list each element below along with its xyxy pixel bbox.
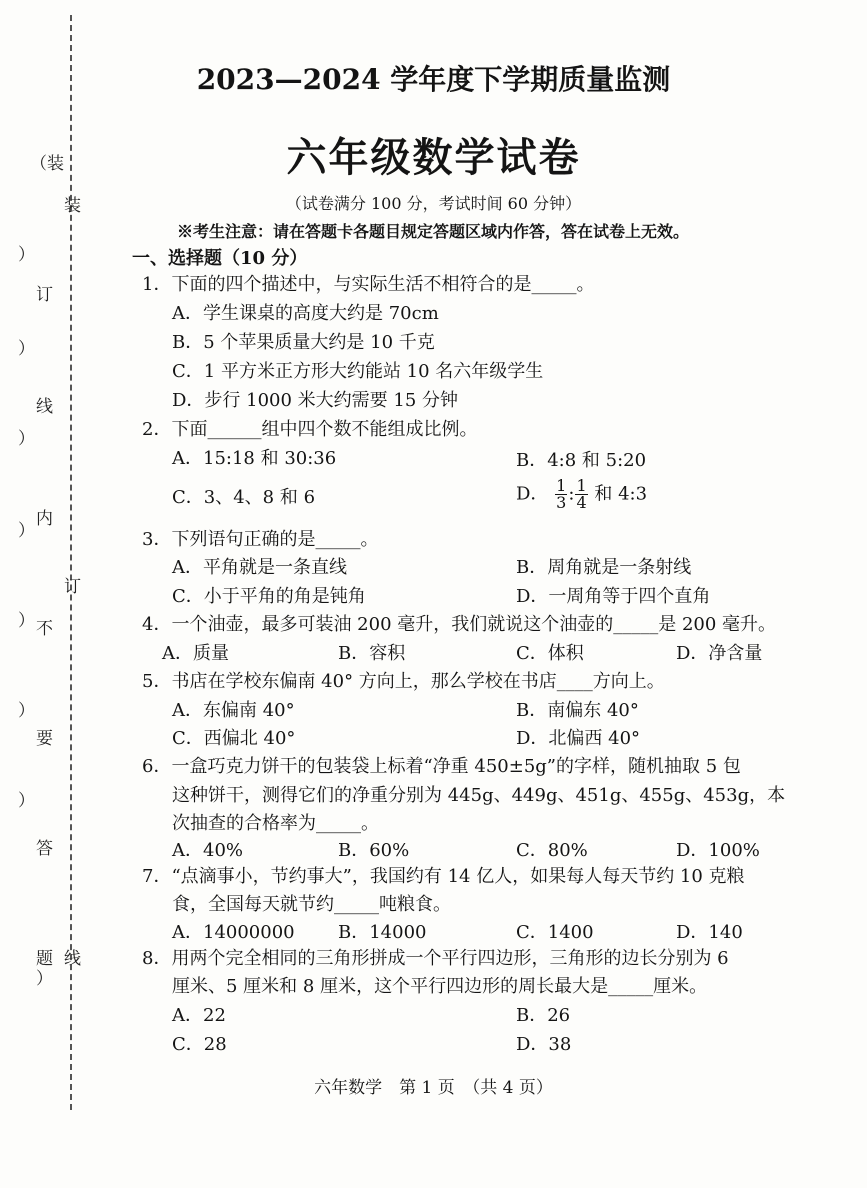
option-a: A．学生课桌的高度大约是 70cm (172, 303, 439, 324)
option-d: D．步行 1000 米大约需要 15 分钟 (172, 390, 459, 411)
fraction-numerator: 1 (576, 476, 587, 495)
exam-title: 2023—2024 学年度下学期质量监测 (196, 63, 671, 96)
binding-char: ） (18, 245, 35, 265)
question-stem: 4．一个油壶，最多可装油 200 毫升，我们就说这个油壶的_____是 200 毫升。 (142, 614, 777, 635)
option-d-prefix: D． (516, 483, 549, 505)
option-b: B．南偏东 40° (516, 700, 639, 721)
fraction-numerator: 1 (556, 476, 567, 495)
question-stem: 1．下面的四个描述中，与实际生活不相符合的是_____。 (142, 274, 595, 295)
option-c: C．1400 (516, 922, 594, 943)
page-footer: 六年数学 第 1 页 （共 4 页） (314, 1078, 553, 1098)
option-d-suffix: 和 4:3 (594, 483, 648, 505)
question-stem: 7．“点滴事小，节约事大”，我国约有 14 亿人，如果每人每天节约 10 克粮 (142, 866, 745, 887)
option-d: D．一周角等于四个直角 (516, 586, 711, 607)
binding-char: （装 (30, 154, 64, 174)
option-d (516, 478, 647, 511)
option-b: B．5 个苹果质量大约是 10 千克 (172, 332, 435, 353)
question-stem: 6．一盒巧克力饼干的包装袋上标着“净重 450±5g”的字样，随机抽取 5 包 (142, 756, 741, 777)
binding-char: 答 (36, 839, 53, 859)
question-stem-cont: 这种饼干，测得它们的净重分别为 445g、449g、451g、455g、453g，本 (172, 785, 786, 806)
option-c: C．28 (172, 1034, 227, 1055)
ratio-colon: : (568, 483, 575, 505)
option-a: A．质量 (162, 643, 229, 664)
binding-char: ） (18, 429, 35, 449)
option-d: D．北偏西 40° (516, 728, 641, 749)
option-c: C．小于平角的角是钝角 (172, 586, 366, 607)
binding-char: 线 (36, 397, 53, 417)
question-stem: 5．书店在学校东偏南 40° 方向上，那么学校在书店____方向上。 (142, 671, 665, 692)
binding-char: ） (18, 339, 35, 359)
question-stem-cont: 次抽查的合格率为_____。 (172, 813, 379, 834)
binding-char: 线 (64, 949, 81, 969)
binding-char: ） (18, 701, 35, 721)
option-b: B．容积 (338, 643, 406, 664)
page-title: 六年级数学试卷 (286, 134, 581, 181)
section-title: 一、选择题（10 分） (132, 248, 308, 269)
option-b: B．14000 (338, 922, 427, 943)
binding-char: 不 (36, 619, 53, 639)
option-b: B．4:8 和 5:20 (516, 450, 647, 471)
question-stem: 2．下面______组中四个数不能组成比例。 (142, 419, 478, 440)
option-b: B．周角就是一条射线 (516, 557, 692, 578)
binding-char: 订 (64, 577, 81, 597)
exam-info: （试卷满分 100 分，考试时间 60 分钟） (285, 194, 582, 213)
fraction-denominator: 3 (556, 493, 567, 512)
binding-char: 要 (36, 729, 53, 749)
binding-char: 装 (64, 196, 81, 216)
question-stem: 8．用两个完全相同的三角形拼成一个平行四边形，三角形的边长分别为 6 (142, 948, 729, 969)
option-d: D．100% (676, 840, 760, 861)
question-stem-cont: 食，全国每天就节约_____吨粮食。 (172, 894, 451, 915)
option-b: B．26 (516, 1005, 571, 1026)
option-d: D．净含量 (676, 643, 763, 664)
option-c: C．3、4、8 和 6 (172, 487, 316, 508)
binding-char: ） (18, 521, 35, 541)
option-c: C．1 平方米正方形大约能站 10 名六年级学生 (172, 361, 544, 382)
option-b: B．60% (338, 840, 410, 861)
exam-notice: ※考生注意：请在答题卡各题目规定答题区域内作答，答在试卷上无效。 (177, 222, 690, 241)
option-d: D．140 (676, 922, 743, 943)
question-stem: 3．下列语句正确的是_____。 (142, 529, 379, 550)
question-stem-cont: 厘米、5 厘米和 8 厘米，这个平行四边形的周长最大是_____厘米。 (172, 976, 708, 997)
binding-char: ） (36, 969, 53, 989)
fraction-one-third (555, 478, 567, 511)
option-a: A．22 (172, 1005, 226, 1026)
option-d: D．38 (516, 1034, 572, 1055)
option-a: A．东偏南 40° (172, 700, 295, 721)
binding-char: 内 (36, 509, 53, 529)
option-c: C．西偏北 40° (172, 728, 296, 749)
option-a: A．40% (172, 840, 244, 861)
binding-char: 题 (36, 949, 53, 969)
binding-char: ） (18, 791, 35, 811)
binding-char: ） (18, 611, 35, 631)
option-c: C．80% (516, 840, 588, 861)
option-c: C．体积 (516, 643, 584, 664)
fraction-one-fourth (575, 478, 587, 511)
option-a: A．14000000 (172, 922, 295, 943)
option-a: A．平角就是一条直线 (172, 557, 347, 578)
fraction-denominator: 4 (576, 493, 587, 512)
binding-char: 订 (36, 285, 53, 305)
option-a: A．15:18 和 30:36 (172, 448, 337, 469)
